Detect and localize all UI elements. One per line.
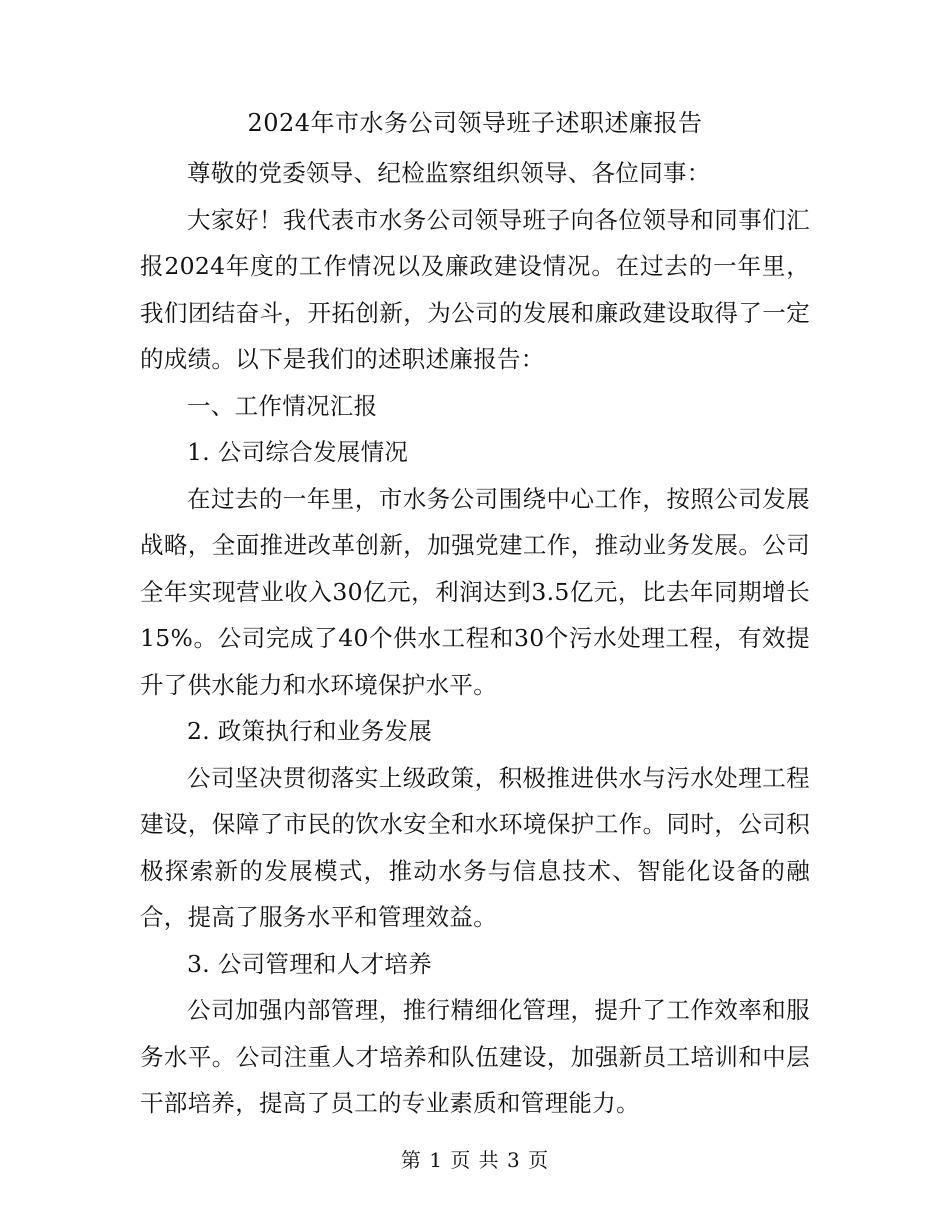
page-number-footer: 第 1 页 共 3 页 [400, 1148, 550, 1172]
body-paragraph: 公司加强内部管理，推行精细化管理，提升了工作效率和服务水平。公司注重人才培养和队伍建设，加强新员工培训和中层干部培养，提高了员工的专业素质和管理能力。 [140, 996, 810, 1117]
document-title: 2024年市水务公司领导班子述职述廉报告 [247, 109, 703, 137]
subsection-heading: 2. 政策执行和业务发展 [187, 717, 432, 745]
subsection-heading: 3. 公司管理和人才培养 [187, 949, 432, 978]
subsection-heading: 1. 公司综合发展情况 [187, 438, 409, 466]
salutation-paragraph: 尊敬的党委领导、纪检监察组织领导、各位同事： [187, 159, 711, 187]
body-paragraph: 在过去的一年里，市水务公司围绕中心工作，按照公司发展战略，全面推进改革创新，加强党建工作，推动业务发展。公司全年实现营业收入30亿元，利润达到3.5亿元，比去年同期增长15%。公司完成了40个供水工程和30个污水处理工程，有效提升了供水能力和水环境保护水平。 [140, 484, 810, 699]
section-heading: 一、工作情况汇报 [187, 391, 378, 420]
intro-paragraph: 大家好！我代表市水务公司领导班子向各位领导和同事们汇报2024年度的工作情况以及廉政建设情况。在过去的一年里，我们团结奋斗，开拓创新，为公司的发展和廉政建设取得了一定的成绩。以下是我们的述职述廉报告： [140, 205, 810, 373]
document-body [140, 150, 810, 1127]
body-paragraph: 公司坚决贯彻落实上级政策，积极推进供水与污水处理工程建设，保障了市民的饮水安全和水环境保护工作。同时，公司积极探索新的发展模式，推动水务与信息技术、智能化设备的融合，提高了服务水平和管理效益。 [140, 763, 810, 931]
